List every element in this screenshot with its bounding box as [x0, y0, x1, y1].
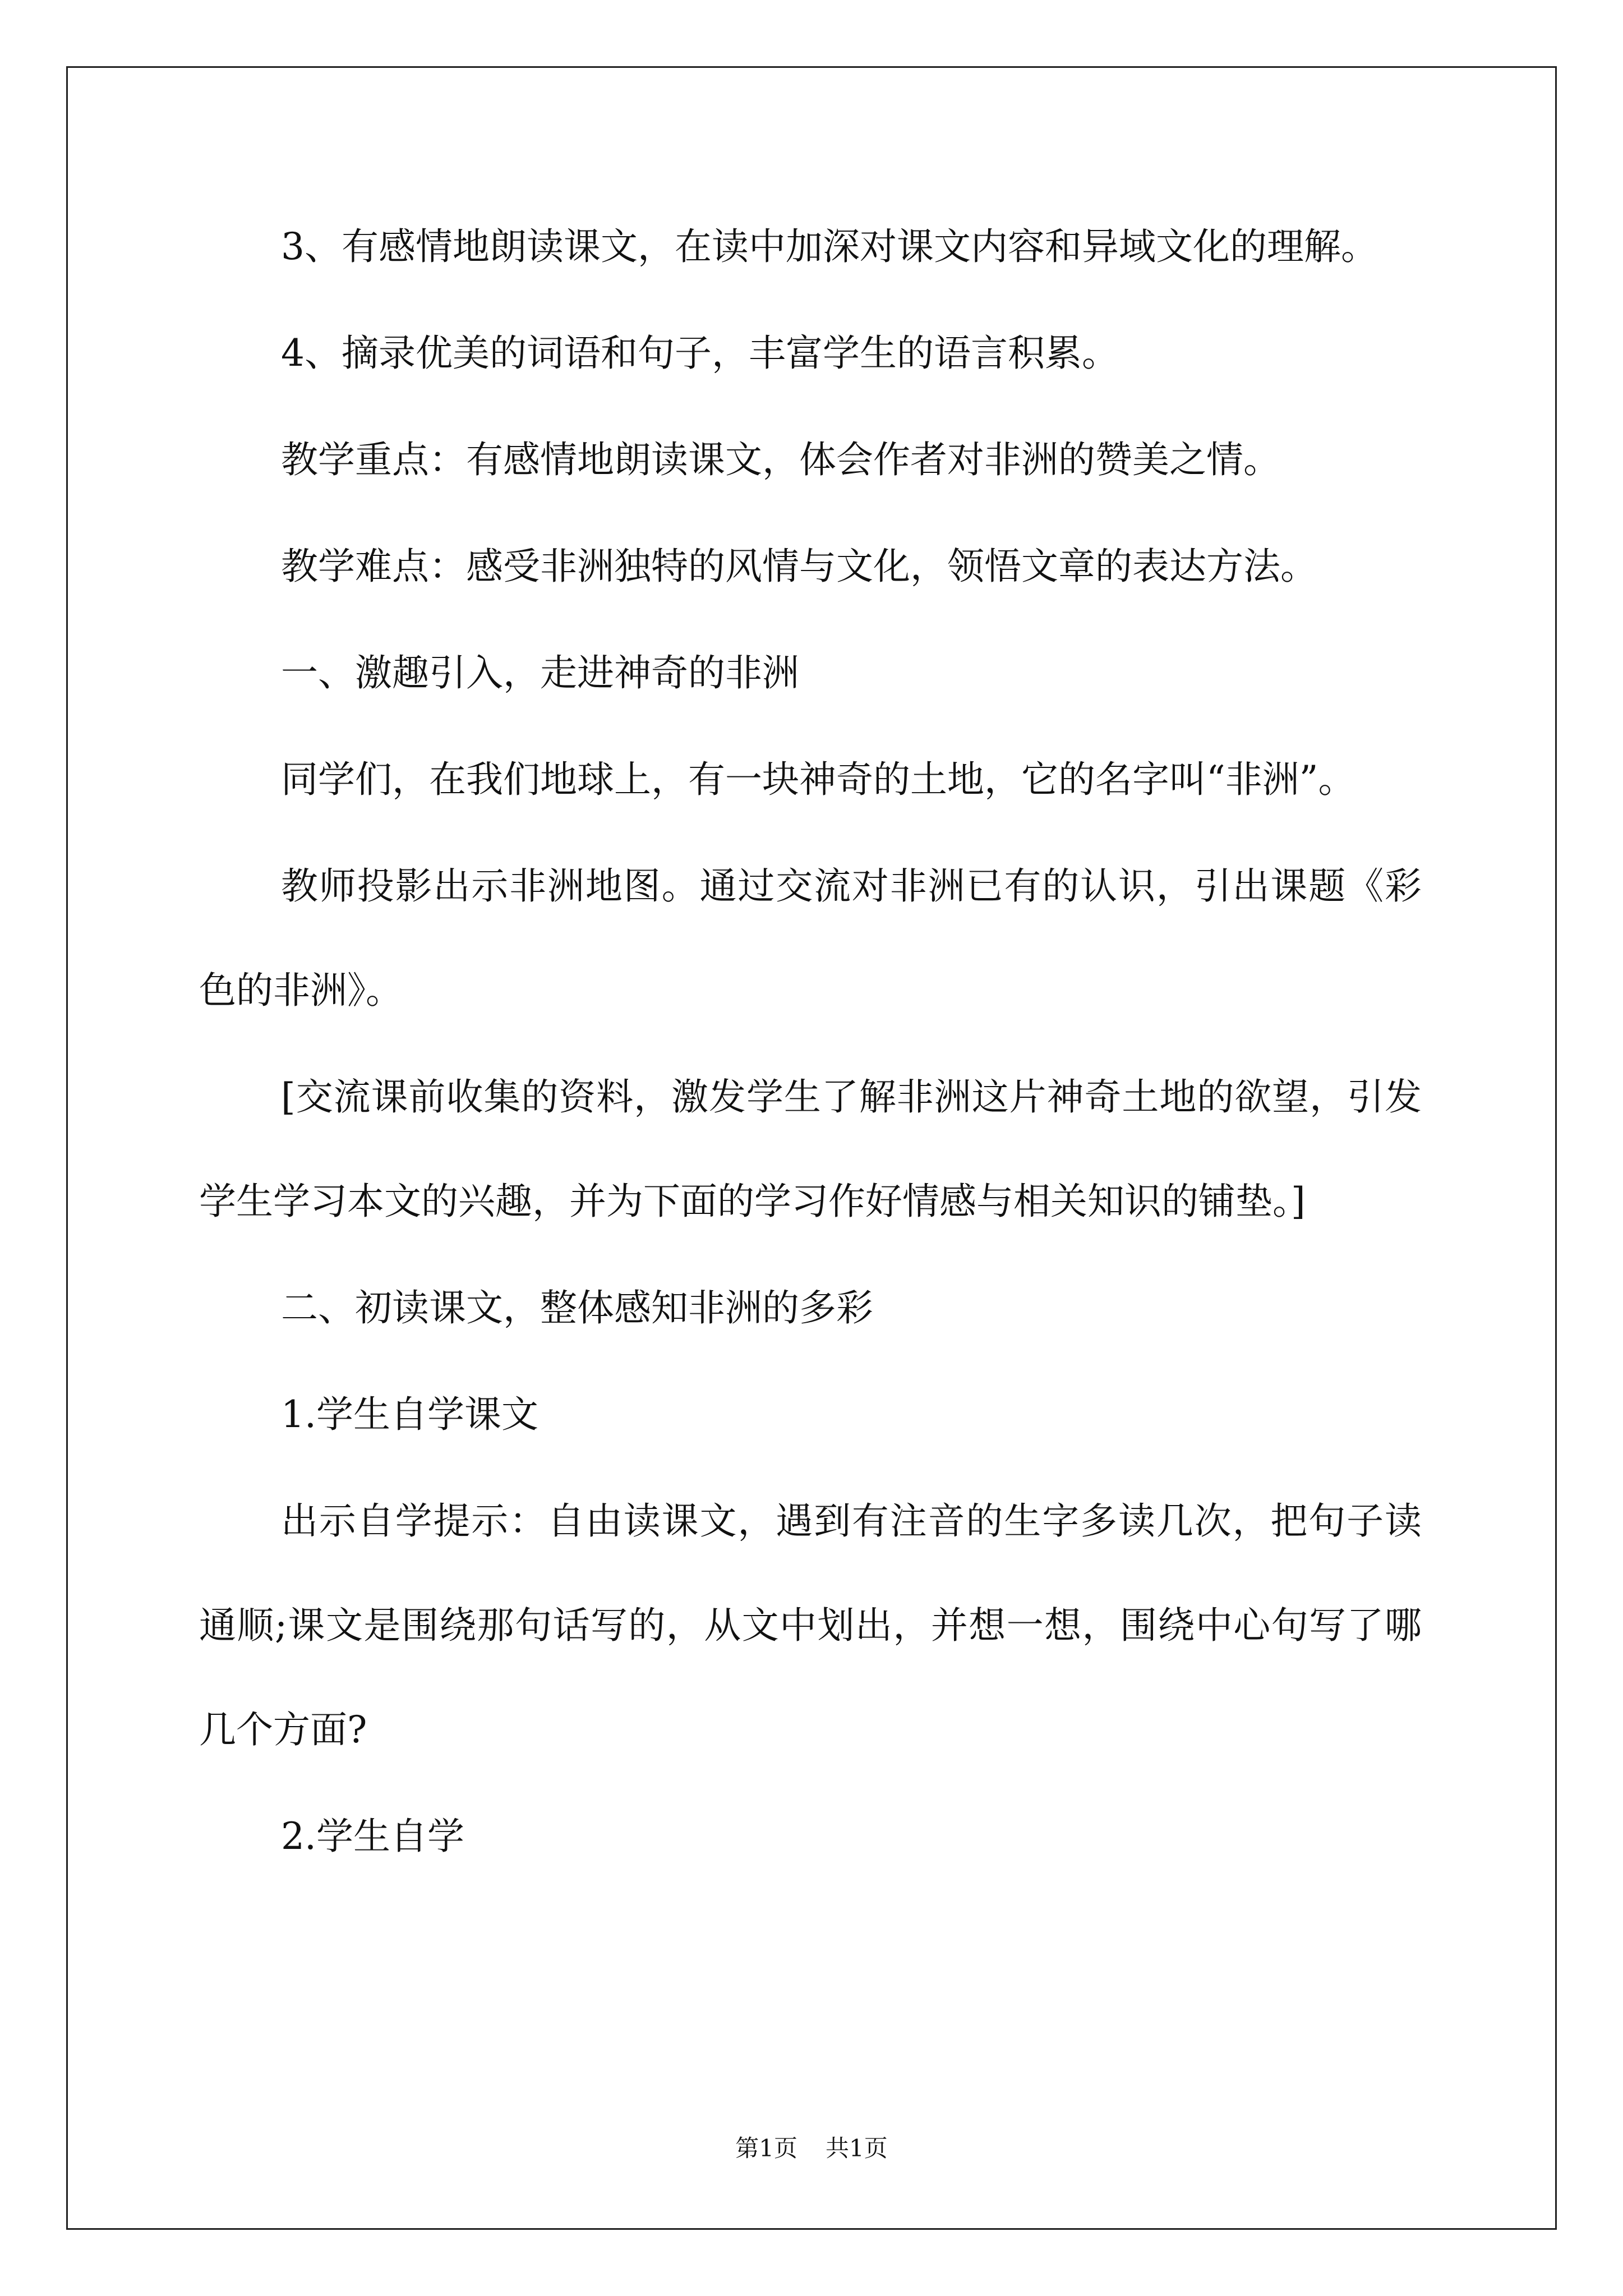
- paragraph-objective-4: 4、摘录优美的词语和句子，丰富学生的语言积累。: [281, 332, 1119, 375]
- section-heading-2: 二、初读课文，整体感知非洲的多彩: [281, 1286, 873, 1329]
- paragraph-intro: 同学们，在我们地球上，有一块神奇的土地，它的名字叫“非洲”。: [281, 758, 1355, 801]
- paragraph-difficulty: 教学难点：感受非洲独特的风情与文化，领悟文章的表达方法。: [281, 545, 1317, 588]
- step-1-heading: 1.学生自学课文: [281, 1393, 538, 1436]
- step-2-heading: 2.学生自学: [281, 1815, 464, 1858]
- page-footer: [0, 2132, 1623, 2165]
- paragraph-key-point: 教学重点：有感情地朗读课文，体会作者对非洲的赞美之情。: [281, 438, 1280, 481]
- document-body: [199, 220, 1489, 1916]
- page-number: 第1页: [735, 2134, 797, 2162]
- paragraph-map: 教师投影出示非洲地图。通过交流对非洲已有的认识，引出课题《彩色的非洲》。: [199, 864, 1422, 1012]
- paragraph-self-study-tips: 出示自学提示：自由读课文，遇到有注音的生字多读几次，把句子读通顺;课文是围绕那句话写的，从文中划出，并想一想，围绕中心句写了哪几个方面?: [199, 1499, 1422, 1751]
- section-heading-1: 一、激趣引入，走进神奇的非洲: [281, 651, 799, 694]
- paragraph-objective-3: 3、有感情地朗读课文，在读中加深对课文内容和异域文化的理解。: [281, 225, 1378, 268]
- paragraph-note: [交流课前收集的资料，激发学生了解非洲这片神奇土地的欲望，引发学生学习本文的兴趣，并为下面的学习作好情感与相关知识的铺垫。]: [199, 1075, 1422, 1223]
- page-total: 共1页: [826, 2134, 888, 2162]
